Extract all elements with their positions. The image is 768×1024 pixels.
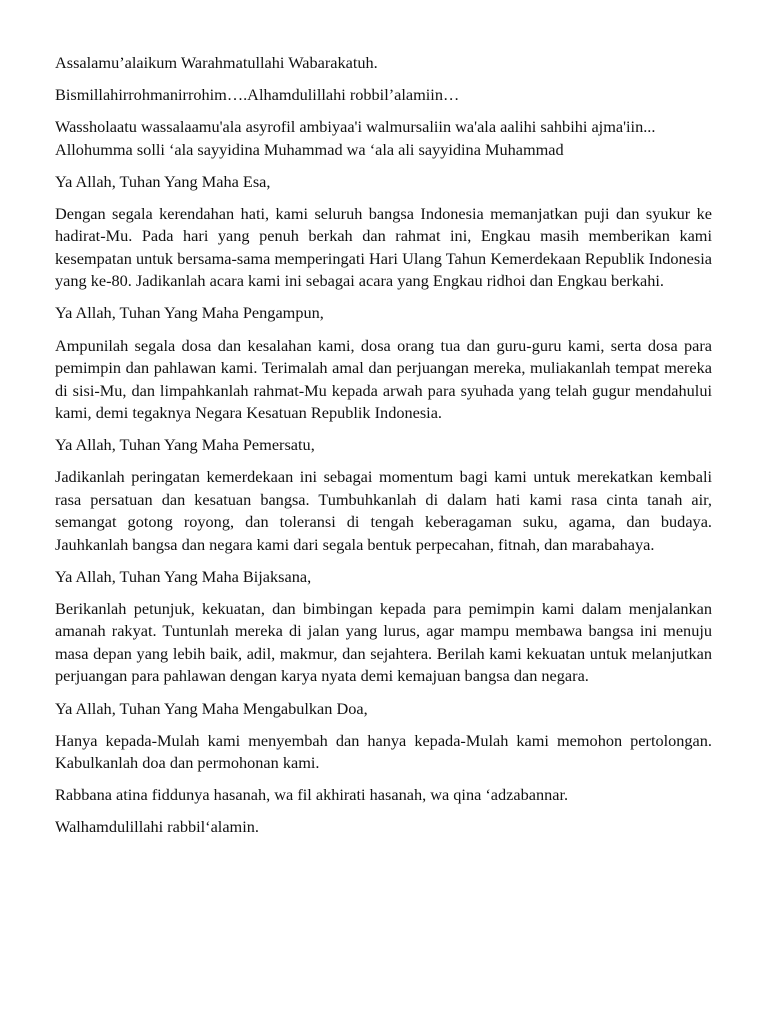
invocation-heading: Ya Allah, Tuhan Yang Maha Pemersatu, xyxy=(55,435,315,455)
invocation-heading: Ya Allah, Tuhan Yang Maha Pengampun, xyxy=(55,303,324,323)
invocation-heading: Ya Allah, Tuhan Yang Maha Mengabulkan Doa, xyxy=(55,698,368,718)
prayer-paragraph: Dengan segala kerendahan hati, kami seluruh bangsa Indonesia memanjatkan puji dan syukur ke hadirat-Mu. Pada hari yang penuh berkah dan rahmat ini, Engkau masih memberikan kami kesempatan untuk bersama-sama memperingati Hari Ulang Tahun Kemerdekaan Republik Indonesia yang ke-80. Jadikanlah acara kami ini sebagai acara yang Engkau ridhoi dan Engkau berkahi. xyxy=(55,203,712,291)
prayer-paragraph: Jadikanlah peringatan kemerdekaan ini sebagai momentum bagi kami untuk merekatkan kembali rasa persatuan dan kesatuan bangsa. Tumbuhkanlah di dalam hati kami rasa cinta tanah air, semangat gotong royong, dan toleransi di tengah keberagaman suku, agama, dan budaya. Jauhkanlah bangsa dan negara kami dari segala bentuk perpecahan, fitnah, dan marabahaya. xyxy=(55,467,712,554)
sholawat-line: Wassholaatu wassalaamu'ala asyrofil ambiyaa'i walmursaliin wa'ala aalihi sahbihi ajma'iin... xyxy=(55,117,656,137)
basmalah-line: Bismillahirrohmanirrohim….Alhamdulillahi robbil’alamiin… xyxy=(55,85,460,105)
prayer-paragraph: Berikanlah petunjuk, kekuatan, dan bimbingan kepada para pemimpin kami dalam menjalankan amanah rakyat. Tuntunlah mereka di jalan yang lurus, agar mampu membawa bangsa ini menuju masa depan yang lebih baik, adil, makmur, dan sejahtera. Berilah kami kekuatan untuk melanjutkan perjuangan para pahlawan dengan karya nyata demi kemajuan bangsa dan negara. xyxy=(55,598,712,686)
invocation-heading: Ya Allah, Tuhan Yang Maha Esa, xyxy=(55,171,271,191)
prayer-paragraph: Ampunilah segala dosa dan kesalahan kami, dosa orang tua dan guru-guru kami, serta dosa para pemimpin dan pahlawan kami. Terimalah amal dan perjuangan mereka, muliakanlah tempat mereka di sisi-Mu, dan limpahkanlah rahmat-Mu kepada arwah para syuhada yang telah gugur mendahului kami, demi tegaknya Negara Kesatuan Republik Indonesia. xyxy=(55,335,712,423)
closing-prayer: Rabbana atina fiddunya hasanah, wa fil akhirati hasanah, wa qina ‘adzabannar. xyxy=(55,785,569,805)
closing-hamdalah: Walhamdulillahi rabbil‘alamin. xyxy=(55,817,259,837)
sholawat-line-2: Allohumma solli ‘ala sayyidina Muhammad wa ‘ala ali sayyidina Muhammad xyxy=(55,139,564,159)
invocation-heading: Ya Allah, Tuhan Yang Maha Bijaksana, xyxy=(55,566,312,586)
prayer-paragraph: Hanya kepada-Mulah kami menyembah dan hanya kepada-Mulah kami memohon pertolongan. Kabulkanlah doa dan permohonan kami. xyxy=(55,730,712,773)
greeting-opening: Assalamu’alaikum Warahmatullahi Wabarakatuh. xyxy=(55,53,378,72)
document-page xyxy=(55,52,712,848)
